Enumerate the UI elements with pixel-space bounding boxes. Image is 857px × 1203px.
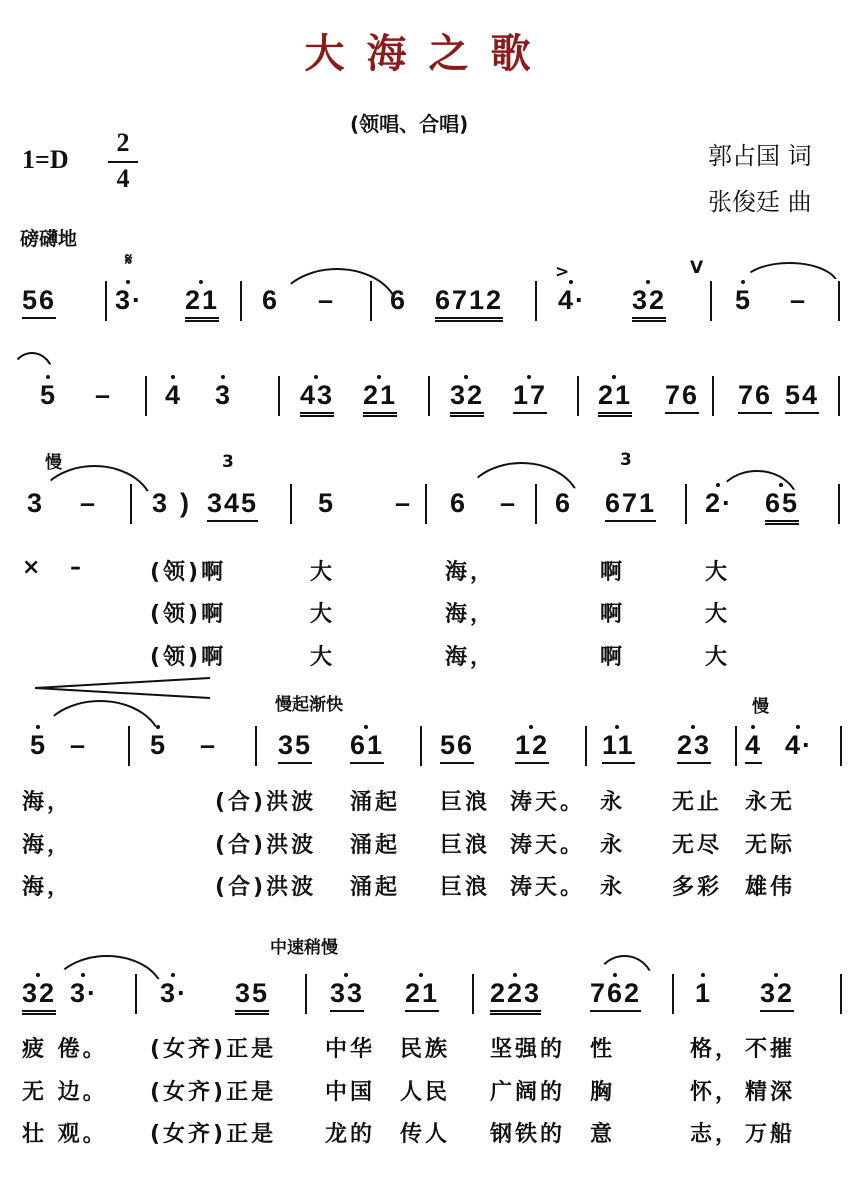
barline (425, 484, 427, 524)
lyric: × (22, 555, 44, 580)
note: 12 (515, 730, 549, 764)
barline (145, 376, 147, 416)
lyricist: 郭占国 词 (708, 142, 812, 170)
lyric: 涛天。 (510, 875, 586, 900)
time-signature-line (108, 161, 138, 163)
performance-mark: 慢 (752, 697, 769, 717)
lyric: (领)啊 (150, 645, 227, 670)
note: 5 (318, 488, 336, 518)
barline (838, 376, 840, 416)
performance-mark: 慢 (45, 453, 62, 473)
barline (472, 974, 474, 1014)
note: 21 (598, 380, 632, 417)
note: 56 (440, 730, 474, 764)
lyric: 大 (705, 645, 731, 670)
barline (735, 726, 737, 766)
note: 6 (262, 285, 280, 315)
note: 671 (605, 488, 656, 522)
slur (275, 268, 399, 312)
lyric: 巨浪 (440, 833, 491, 858)
lyric: 龙的 (325, 1122, 376, 1147)
lyric: – (70, 555, 84, 580)
time-signature-numerator: 2 (116, 128, 130, 157)
lyric: 意 (590, 1122, 616, 1147)
barline (305, 974, 307, 1014)
note: 21 (363, 380, 397, 417)
lyric: 万船 (745, 1122, 796, 1147)
note: 3 (152, 488, 170, 518)
lyric: 坚强的 (490, 1037, 566, 1062)
barline (535, 281, 537, 321)
slur (740, 262, 839, 286)
lyric: 格， (690, 1037, 741, 1062)
lyric: 中华 (325, 1037, 376, 1062)
lyric: 大 (310, 645, 336, 670)
note: 345 (207, 488, 258, 522)
lyric: 海， (22, 790, 73, 815)
performance-mark: 中速稍慢 (270, 938, 338, 958)
note: 3 (27, 488, 45, 518)
slur (715, 470, 799, 504)
slur (595, 955, 654, 984)
lyric: 无 边。 (22, 1080, 108, 1105)
note: 32 (632, 285, 666, 322)
note: – (790, 285, 808, 315)
performance-mark: 𝄋 (125, 250, 133, 270)
lyric: 永无 (745, 790, 796, 815)
note: 3· (70, 978, 99, 1008)
performance-note: (领唱、合唱) (350, 112, 469, 136)
barline (838, 484, 840, 524)
barline (420, 726, 422, 766)
lyric: (领)啊 (150, 602, 227, 627)
note: 3 (215, 380, 233, 410)
lyric: 无际 (745, 833, 796, 858)
note: 5 (30, 730, 48, 760)
lyric: 巨浪 (440, 790, 491, 815)
barline (838, 281, 840, 321)
barline (840, 974, 842, 1014)
lyric: 大 (705, 602, 731, 627)
note: 21 (405, 978, 439, 1012)
barline (240, 281, 242, 321)
lyric: 钢铁的 (490, 1122, 566, 1147)
note: 1 (695, 978, 713, 1008)
note: 4 (745, 730, 762, 764)
song-title: 大海之歌 (304, 30, 553, 77)
note: 76 (738, 380, 772, 414)
note: 23 (677, 730, 711, 764)
note: – (395, 488, 413, 518)
performance-mark: > (555, 262, 570, 282)
note: 4· (785, 730, 814, 760)
barline (255, 726, 257, 766)
note: 2· (705, 488, 734, 518)
note: 43 (300, 380, 334, 417)
note: – (80, 488, 98, 518)
lyric: (女齐)正是 (150, 1037, 277, 1062)
lyric: 海， (445, 560, 496, 585)
lyric: 多彩 (672, 875, 723, 900)
note: 4 (165, 380, 183, 410)
note: 5 (735, 285, 753, 315)
barline (577, 376, 579, 416)
note: 4· (558, 285, 587, 315)
barline (585, 726, 587, 766)
lyric: (女齐)正是 (150, 1080, 277, 1105)
lyric: 啊 (600, 645, 626, 670)
barline (428, 376, 430, 416)
barline (672, 974, 674, 1014)
lyric: 大 (310, 602, 336, 627)
note: 33 (330, 978, 364, 1012)
tempo-marking: 磅礴地 (20, 228, 78, 250)
note: 223 (490, 978, 541, 1015)
lyric: 啊 (600, 602, 626, 627)
lyric: 壮 观。 (22, 1122, 108, 1147)
lyric: 志， (690, 1122, 741, 1147)
lyric: 无尽 (672, 833, 723, 858)
note: 35 (235, 978, 269, 1015)
barline (290, 484, 292, 524)
note: 32 (450, 380, 484, 417)
note: – (318, 285, 336, 315)
lyric: (领)啊 (150, 560, 227, 585)
lyric: (合)洪波 (215, 833, 317, 858)
lyric: 海， (22, 833, 73, 858)
time-signature-denominator: 4 (116, 164, 130, 193)
lyric: 涌起 (350, 875, 401, 900)
lyric: 怀， (690, 1080, 741, 1105)
lyric: 海， (22, 875, 73, 900)
lyric: 广阔的 (490, 1080, 566, 1105)
note: 6 (450, 488, 468, 518)
note: – (500, 488, 518, 518)
note: 3· (160, 978, 189, 1008)
note: 6712 (435, 285, 503, 322)
slur (10, 352, 54, 376)
lyric: 巨浪 (440, 875, 491, 900)
lyric: 精深 (745, 1080, 796, 1105)
note: – (95, 380, 113, 410)
lyric: 涛天。 (510, 790, 586, 815)
lyric: 永 (600, 875, 626, 900)
barline (278, 376, 280, 416)
lyric: 海， (445, 602, 496, 627)
lyric: 不摧 (745, 1037, 796, 1062)
lyric: 涌起 (350, 833, 401, 858)
note: 32 (760, 978, 794, 1012)
lyric: 疲 倦。 (22, 1037, 108, 1062)
lyric: 雄伟 (745, 875, 796, 900)
note: 65 (765, 488, 799, 525)
note: 17 (513, 380, 547, 414)
note: 61 (350, 730, 384, 764)
performance-mark: V (690, 258, 704, 278)
performance-mark: 3 (620, 450, 632, 470)
composer: 张俊廷 曲 (708, 188, 812, 216)
note: 21 (185, 285, 219, 322)
barline (840, 726, 842, 766)
lyric: (合)洪波 (215, 790, 317, 815)
note: 56 (22, 285, 56, 319)
note: 6 (390, 285, 408, 315)
hairpin-icon (35, 676, 215, 710)
barline (105, 281, 107, 321)
note: 5 (150, 730, 168, 760)
lyric: 大 (310, 560, 336, 585)
lyric: 涛天。 (510, 833, 586, 858)
lyric: 人民 (400, 1080, 451, 1105)
note: 762 (590, 978, 641, 1012)
lyric: 传人 (400, 1122, 451, 1147)
note: – (70, 730, 88, 760)
barline (685, 484, 687, 524)
barline (712, 376, 714, 416)
lyric: 中国 (325, 1080, 376, 1105)
note: 76 (665, 380, 699, 414)
note: 6 (555, 488, 573, 518)
lyric: 海， (445, 645, 496, 670)
slur (50, 955, 164, 994)
note: 5 (40, 380, 58, 410)
note: 35 (278, 730, 312, 764)
note: 11 (602, 730, 635, 764)
lyric: 无止 (672, 790, 723, 815)
lyric: 啊 (600, 560, 626, 585)
lyric: 涌起 (350, 790, 401, 815)
slur (462, 462, 581, 506)
lyric: 永 (600, 790, 626, 815)
note: – (200, 730, 218, 760)
lyric: 大 (705, 560, 731, 585)
lyric: 永 (600, 833, 626, 858)
key-signature: 1=D (22, 145, 69, 174)
lyric: (合)洪波 (215, 875, 317, 900)
performance-mark: 慢起渐快 (275, 695, 343, 715)
lyric: (女齐)正是 (150, 1122, 277, 1147)
note: 3· (115, 285, 144, 315)
note: ) (180, 488, 191, 518)
lyric: 民族 (400, 1037, 451, 1062)
performance-mark: 3 (222, 452, 234, 472)
lyric: 性 (590, 1037, 616, 1062)
lyric: 胸 (590, 1080, 616, 1105)
barline (710, 281, 712, 321)
note: 54 (785, 380, 819, 414)
note: 32 (22, 978, 56, 1015)
